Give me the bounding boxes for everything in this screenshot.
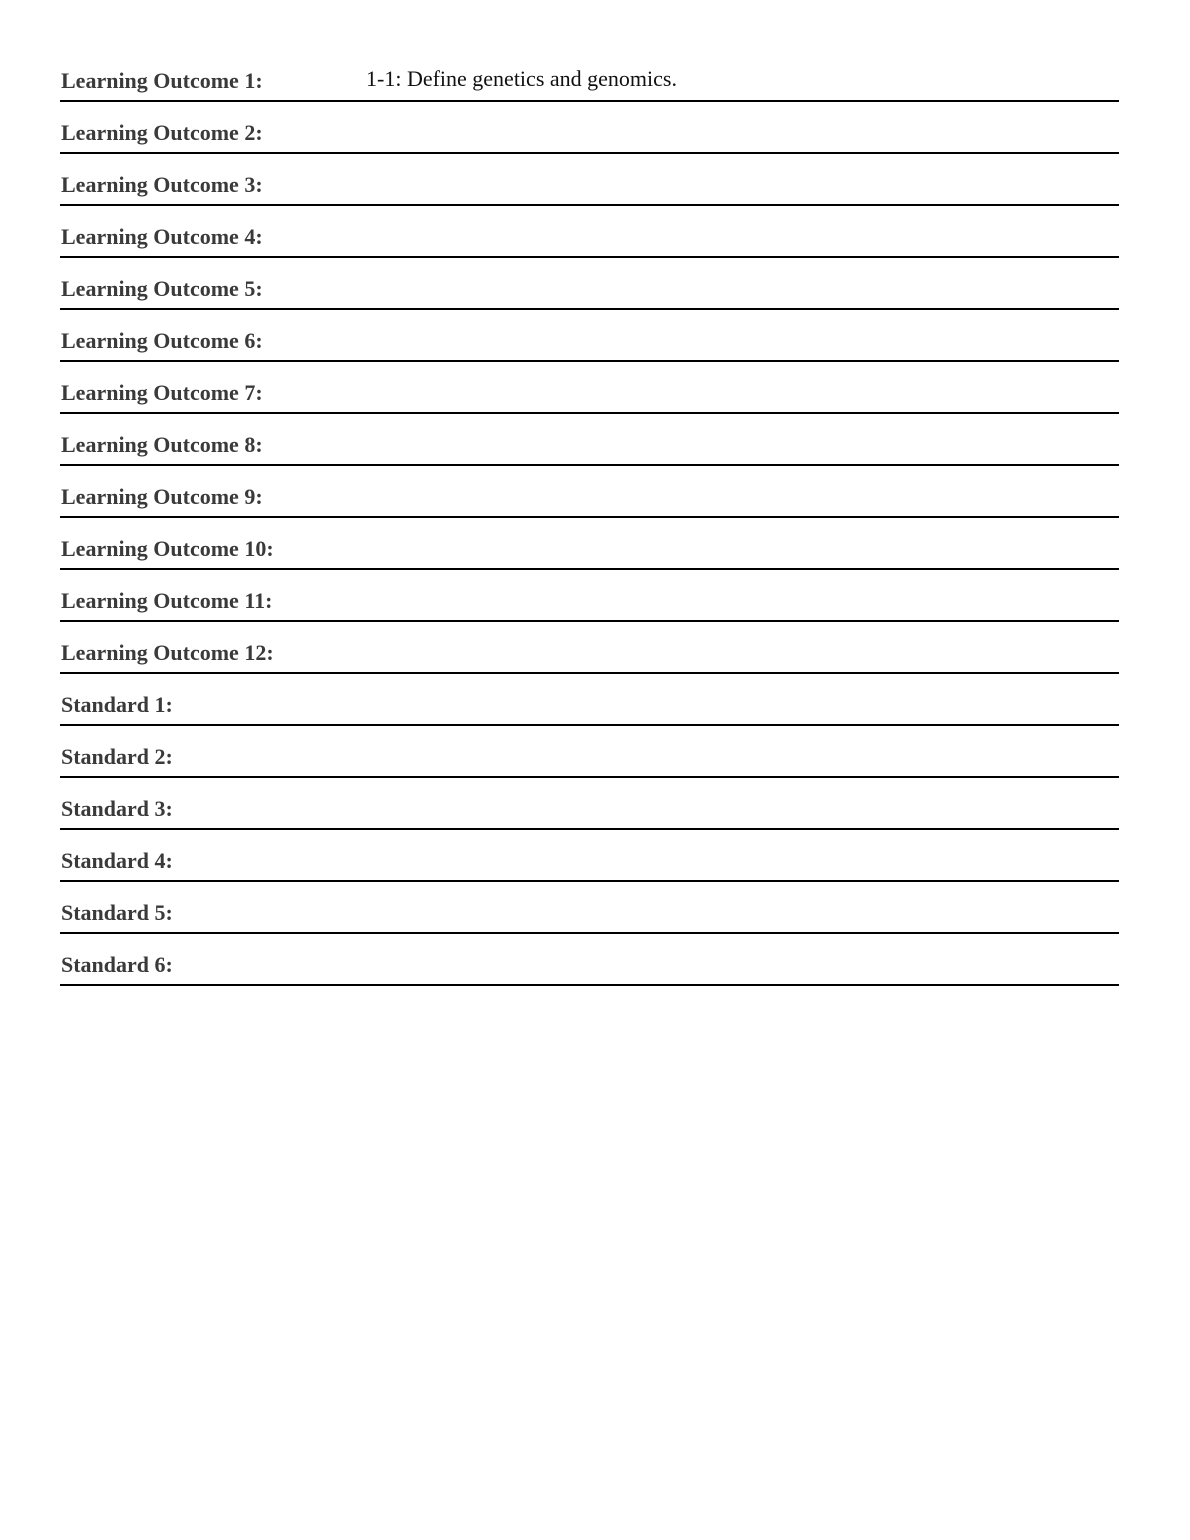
standard-5-label: Standard 5: [61,900,173,925]
learning-outcome-6-label: Learning Outcome 6: [61,328,263,353]
learning-outcome-3-label: Learning Outcome 3: [61,172,263,197]
learning-outcome-3-row [60,154,1119,206]
standard-2-label: Standard 2: [61,744,173,769]
learning-outcome-1-label: Learning Outcome 1: [61,68,263,93]
standard-4-row [60,830,1119,882]
learning-outcome-5-label: Learning Outcome 5: [61,276,263,301]
learning-outcome-11-row [60,570,1119,622]
learning-outcome-8-label: Learning Outcome 8: [61,432,263,457]
learning-outcome-7-label: Learning Outcome 7: [61,380,263,405]
learning-outcome-1-row [60,50,1119,102]
learning-outcome-11-label: Learning Outcome 11: [61,588,273,613]
learning-outcome-1-value: 1-1: Define genetics and genomics. [366,66,677,91]
learning-outcome-12-label: Learning Outcome 12: [61,640,274,665]
learning-outcome-2-row [60,102,1119,154]
standard-6-row [60,934,1119,986]
learning-outcome-9-row [60,466,1119,518]
learning-outcome-5-row [60,258,1119,310]
standard-4-label: Standard 4: [61,848,173,873]
standard-1-label: Standard 1: [61,692,173,717]
learning-outcome-10-row [60,518,1119,570]
learning-outcome-2-label: Learning Outcome 2: [61,120,263,145]
learning-outcome-12-row [60,622,1119,674]
learning-outcome-10-label: Learning Outcome 10: [61,536,274,561]
standard-1-row [60,674,1119,726]
learning-outcome-4-row [60,206,1119,258]
learning-outcome-8-row [60,414,1119,466]
standard-3-row [60,778,1119,830]
learning-outcome-6-row [60,310,1119,362]
outcomes-standards-form [60,50,1119,986]
standard-5-row [60,882,1119,934]
standard-3-label: Standard 3: [61,796,173,821]
learning-outcome-7-row [60,362,1119,414]
learning-outcome-9-label: Learning Outcome 9: [61,484,263,509]
standard-6-label: Standard 6: [61,952,173,977]
standard-2-row [60,726,1119,778]
learning-outcome-4-label: Learning Outcome 4: [61,224,263,249]
